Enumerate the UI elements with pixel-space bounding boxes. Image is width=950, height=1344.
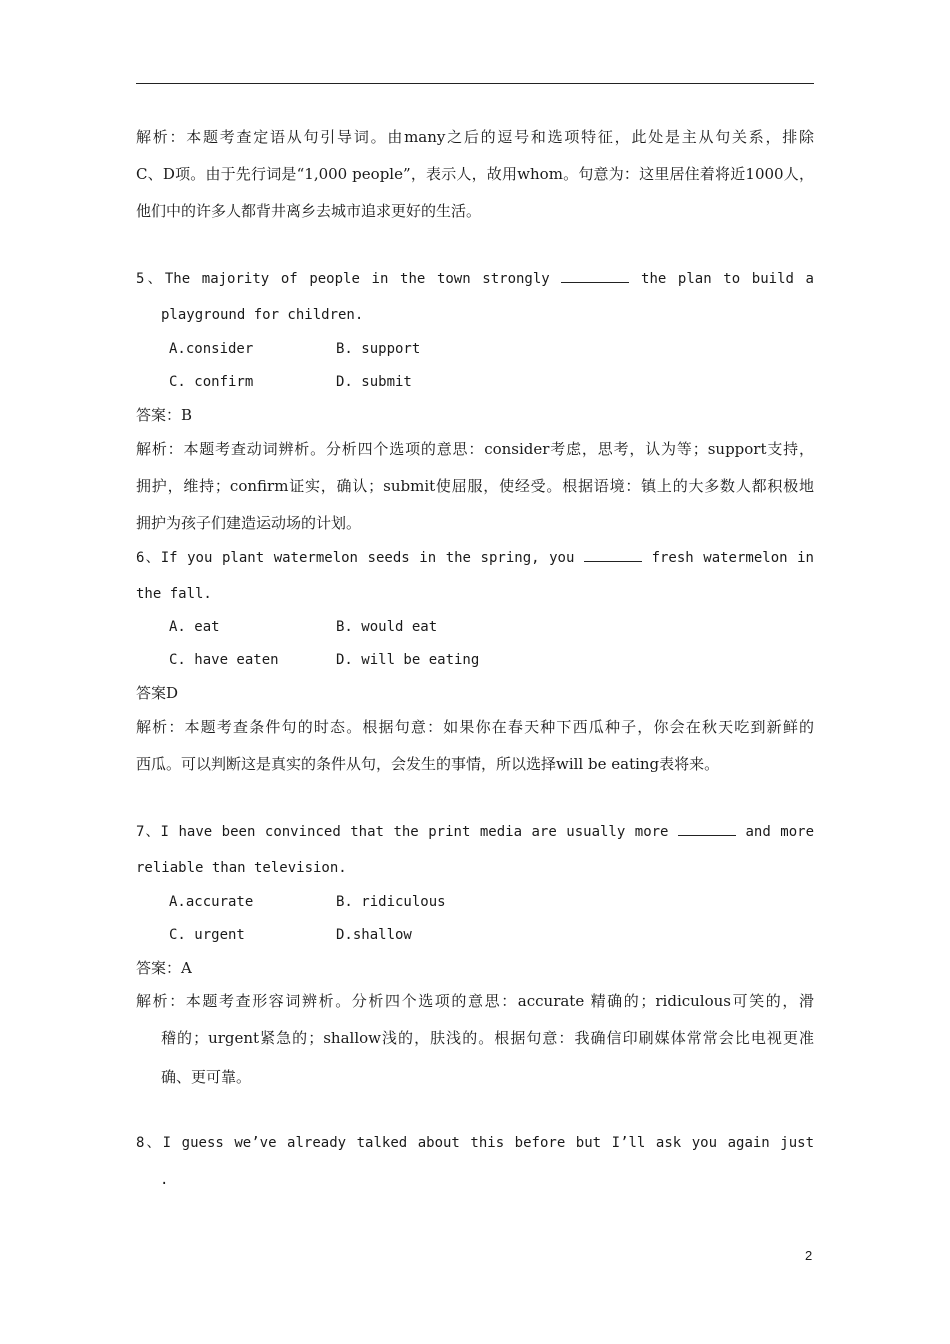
explanation-line: 拥护为孩子们建造运动场的计划。 — [136, 514, 362, 532]
answer-line: 答案：B — [136, 406, 193, 424]
option-c: C. urgent — [169, 927, 245, 943]
explanation-line: 解析：本题考查动词辨析。分析四个选项的意思：consider考虑，思考，认为等；support支持， — [136, 440, 814, 458]
option-d: D.shallow — [336, 927, 412, 943]
explanation-line: 西瓜。可以判断这是真实的条件从句，会发生的事情，所以选择will be eating表将来。 — [136, 755, 720, 773]
question-7-stem: 7、I have been convinced that the print media are usually more and more — [136, 821, 814, 841]
question-5-stem: 5、The majority of people in the town strongly the plan to build a — [136, 268, 814, 288]
explanation-line: 解析：本题考查条件句的时态。根据句意：如果你在春天种下西瓜种子，你会在秋天吃到新鲜的 — [136, 718, 814, 736]
option-d: D. submit — [336, 374, 412, 390]
answer-blank — [678, 821, 736, 836]
explanation-line: 确、更可靠。 — [161, 1068, 252, 1086]
explanation-line: 解析：本题考查形容词辨析。分析四个选项的意思：accurate 精确的；ridiculous可笑的，滑 — [136, 992, 814, 1010]
option-a: A.accurate — [169, 894, 254, 910]
explanation-line: 他们中的许多人都背井离乡去城市追求更好的生活。 — [136, 202, 482, 220]
header-rule — [136, 83, 814, 84]
explanation-line: 稽的；urgent紧急的；shallow浅的，肤浅的。根据句意：我确信印刷媒体常常会比电视更准 — [161, 1029, 814, 1047]
option-c: C. confirm — [169, 374, 254, 390]
option-b: B. would eat — [336, 619, 438, 635]
option-b: B. support — [336, 341, 421, 357]
question-5-stem-cont: playground for children. — [161, 307, 364, 323]
answer-blank — [561, 268, 629, 283]
option-b: B. ridiculous — [336, 894, 446, 910]
question-6-stem: 6、If you plant watermelon seeds in the spring, you fresh watermelon in — [136, 547, 814, 567]
option-a: A. eat — [169, 619, 220, 635]
question-8-stem: 8、I guess we’ve already talked about this before but I’ll ask you again just — [136, 1135, 814, 1151]
question-8-stem-cont: . — [160, 1172, 169, 1188]
answer-line: 答案D — [136, 684, 179, 702]
option-c: C. have eaten — [169, 652, 279, 668]
question-6-stem-cont: the fall. — [136, 586, 212, 602]
explanation-line: 拥护，维持；confirm证实，确认；submit使屈服，使经受。根据语境：镇上的大多数人都积极地 — [136, 477, 814, 495]
option-d: D. will be eating — [336, 652, 480, 668]
answer-blank — [584, 547, 642, 562]
answer-line: 答案：A — [136, 959, 192, 977]
explanation-line: 解析：本题考查定语从句引导词。由many之后的逗号和选项特征，此处是主从句关系，排除 — [136, 128, 814, 146]
explanation-line: C、D项。由于先行词是“1,000 people”，表示人，故用whom。句意为：这里居住着将近1000人， — [136, 165, 814, 183]
option-a: A.consider — [169, 341, 254, 357]
page-number: 2 — [805, 1248, 813, 1263]
question-7-stem-cont: reliable than television. — [136, 860, 347, 876]
